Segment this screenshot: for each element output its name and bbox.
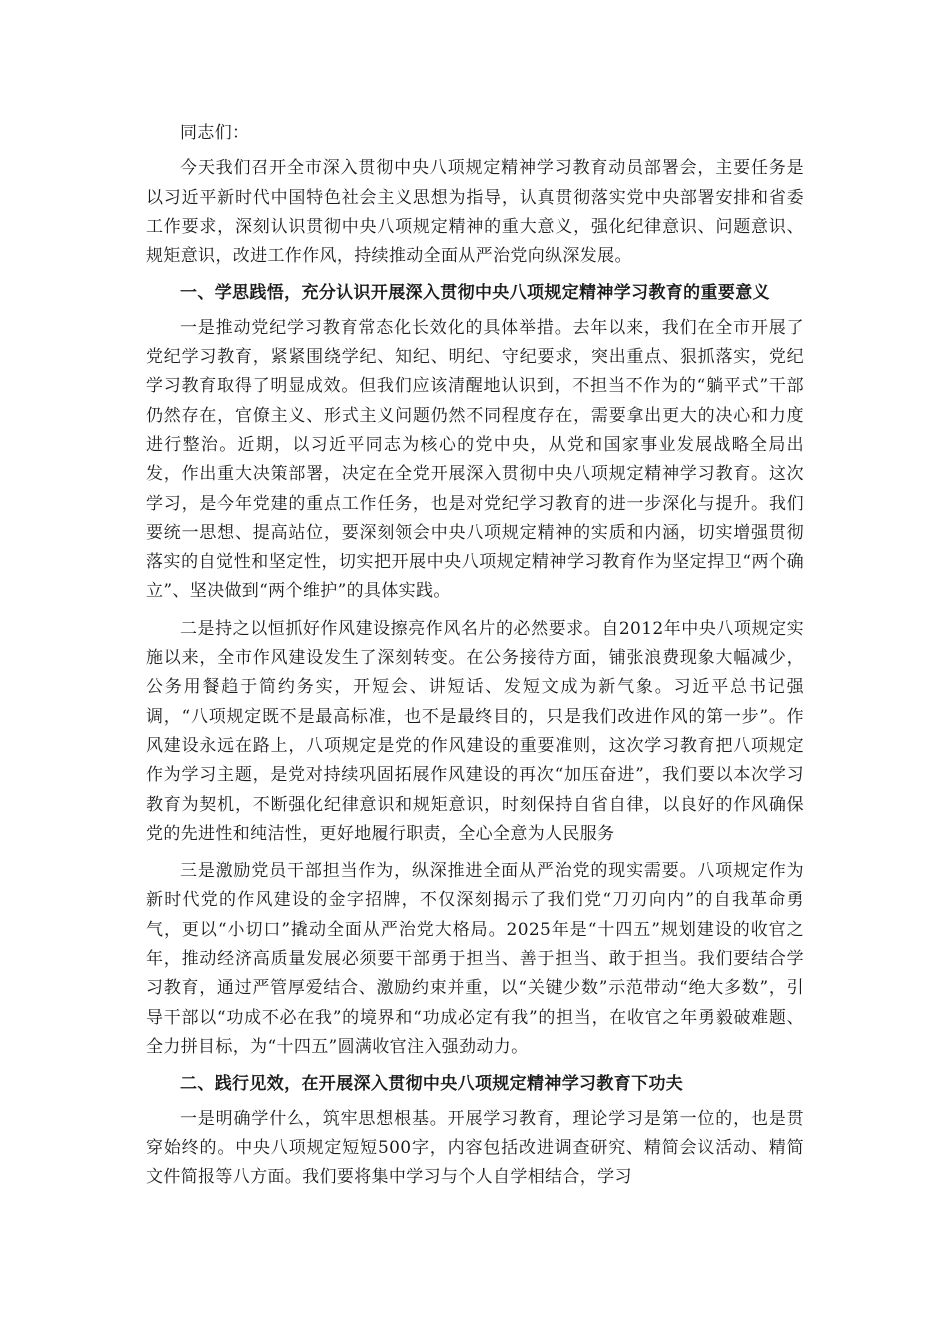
intro-paragraph: 今天我们召开全市深入贯彻中央八项规定精神学习教育动员部署会，主要任务是以习近平新时代中国特色社会主义思想为指导，认真贯彻落实党中央部署安排和省委工作要求，深刻认识贯彻中央八项规定精神的重大意义，强化纪律意识、问题意识、规矩意识，改进工作作风，持续推动全面从严治党向纵深发展。: [146, 158, 804, 267]
section2-paragraph-1: 一是明确学什么，筑牢思想根基。开展学习教育，理论学习是第一位的，也是贯穿始终的。中央八项规定短短500字，内容包括改进调查研究、精简会议活动、精简文件简报等八方面。我们要将集中学习与个人自学相结合，学习: [146, 1108, 804, 1188]
section1-paragraph-1: 一是推动党纪学习教育常态化长效化的具体举措。去年以来，我们在全市开展了党纪学习教育，紧紧围绕学纪、知纪、明纪、守纪要求，突出重点、狠抓落实，党纪学习教育取得了明显成效。但我们应该清醒地认识到，不担当不作为的“躺平式”干部仍然存在，官僚主义、形式主义问题仍然不同程度存在，需要拿出更大的决心和力度进行整治。近期，以习近平同志为核心的党中央，从党和国家事业发展战略全局出发，作出重大决策部署，决定在全党开展深入贯彻中央八项规定精神学习教育。这次学习，是今年党建的重点工作任务，也是对党纪学习教育的进一步深化与提升。我们要统一思想、提高站位，要深刻领会中央八项规定精神的实质和内涵，切实增强贯彻落实的自觉性和坚定性，切实把开展中央八项规定精神学习教育作为坚定捍卫“两个确立”、坚决做到“两个维护”的具体实践。: [146, 317, 804, 602]
document-body: [146, 119, 804, 1200]
section1-paragraph-3: 三是激励党员干部担当作为，纵深推进全面从严治党的现实需要。八项规定作为新时代党的作风建设的金字招牌，不仅深刻揭示了我们党“刀刃向内”的自我革命勇气，更以“小切口”撬动全面从严治党大格局。2025年是“十四五”规划建设的收官之年，推动经济高质量发展必须要干部勇于担当、善于担当、敢于担当。我们要结合学习教育，通过严管厚爱结合、激励约束并重，以“关键少数”示范带动“绝大多数”，引导干部以“功成不必在我”的境界和“功成必定有我”的担当，在收官之年勇毅破难题、全力拼目标，为“十四五”圆满收官注入强劲动力。: [146, 861, 804, 1057]
section1-paragraph-2: 二是持之以恒抓好作风建设擦亮作风名片的必然要求。自2012年中央八项规定实施以来，全市作风建设发生了深刻转变。在公务接待方面，铺张浪费现象大幅减少，公务用餐趋于简约务实，开短会、讲短话、发短文成为新气象。习近平总书记强调，“八项规定既不是最高标准，也不是最终目的，只是我们改进作风的第一步”。作风建设永远在路上，八项规定是党的作风建设的重要准则，这次学习教育把八项规定作为学习主题，是党对持续巩固拓展作风建设的再次“加压奋进”，我们要以本次学习教育为契机，不断强化纪律意识和规矩意识，时刻保持自省自律，以良好的作风确保党的先进性和纯洁性，更好地履行职责，全心全意为人民服务: [146, 618, 804, 844]
salutation: 同志们：: [180, 123, 250, 143]
section-heading-2: 二、践行见效，在开展深入贯彻中央八项规定精神学习教育下功夫: [180, 1074, 684, 1095]
section-heading-1: 一、学思践悟，充分认识开展深入贯彻中央八项规定精神学习教育的重要意义: [180, 283, 770, 304]
